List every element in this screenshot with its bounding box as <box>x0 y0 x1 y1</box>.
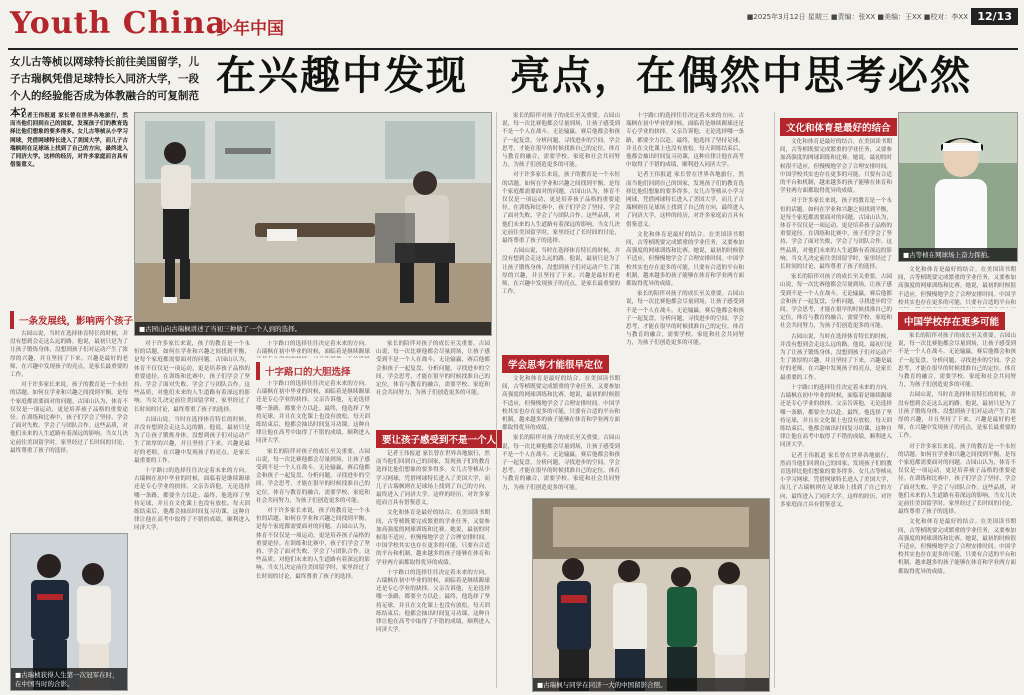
article-col-2 <box>134 340 250 690</box>
dateline: ■2025年3月12日 星期三 ■责编：张XX ■美编：王XX ■校对：李XX <box>746 13 968 21</box>
main-photo <box>134 112 492 336</box>
family-photo-image <box>11 534 127 690</box>
left-photo <box>10 533 128 691</box>
deck-summary: 女儿古等桢以网球特长前往美国留学，儿子古瑞枫凭借足球特长入同济大学，一段个人的经验能否成为体教融合的可复制范本？ <box>10 56 199 119</box>
article-paragraph: 对于许多家长来说，孩子的教育是一个永恒的话题。如何在学业和兴趣之间找到平衡，是每个家庭都需要面对的问题。古园山认为，体育不仅仅是一项运动，更是培养孩子品格的重要途径。在训练和比赛中，孩子们学会了坚持、学会了面对失败、学会了与团队合作。这些品质，对他们未来的人生道路有着深远的影响。当女儿决定前往美国留学时，家里经过了长时间的讨论，最终尊重了孩子的选择。 <box>780 198 892 271</box>
article-paragraph: 文化和体育是最好的结合。在美国读书期间，古等桢既要完成繁重的学业任务，又要参加高强度的网球训练和比赛。她说，最初的时候很不适应，但慢慢地学会了合理安排时间。中国学校其实也存在更多的可能，只要有合适的平台和机制，越来越多的孩子能够在体育和学业两方面都取得优异的成绩。 <box>626 231 744 288</box>
article-paragraph: 对于许多家长来说，孩子的教育是一个永恒的话题。如何在学业和兴趣之间找到平衡，是每个家庭都需要面对的问题。古园山认为，体育不仅仅是一项运动，更是培养孩子品格的重要途径。在训练和比赛中，孩子们学会了坚持、学会了面对失败、学会了与团队合作。这些品质，对他们未来的人生道路有着深远的影响。当女儿决定前往美国留学时，家里经过了长时间的讨论，最终尊重了孩子的选择。 <box>502 172 620 245</box>
article-paragraph: 文化和体育是最好的结合。在美国读书期间，古等桢既要完成繁重的学业任务，又要参加高强度的网球训练和比赛。她说，最初的时候很不适应，但慢慢地学会了合理安排时间。中国学校其实也存在更多的可能，只要有合适的平台和机制，越来越多的孩子能够在体育和学业两方面都取得优异的成绩。 <box>780 139 892 195</box>
column-divider <box>774 112 775 688</box>
article-paragraph: 古园山说，当时在选择体育特长的时候，并没有想到会走这么远的路。他说，最初只是为了让孩子锻炼身体，没想到孩子们对运动产生了浓厚的兴趣，并且坚持了下来。兴趣是最好的老师，在兴趣中发现孩子的亮点，是家长最重要的工作。 <box>134 416 250 464</box>
article-paragraph: 文化和体育是最好的结合。在美国读书期间，古等桢既要完成繁重的学业任务，又要参加高强度的网球训练和比赛。她说，最初的时候很不适应，但慢慢地学会了合理安排时间。中国学校其实也存在更多的可能，只要有合适的平台和 <box>898 267 1016 306</box>
group-photo-image <box>533 499 769 691</box>
left-photo-caption: ■古瑞桢获得人生第一次冠军在时，在中国当时的合影。 <box>11 668 127 690</box>
article-paragraph: 家长的陪伴对孩子的成长至关重要。古园山说，每一次比赛他都会尽量到场，让孩子感受到不是一个人在战斗。无论输赢，赛后他都会和孩子一起复盘，分析问题，寻找进步的空间。学会思考，才能在很早的时候找准自己的定位。体育与教育的融合，需要学校、家庭和社会共同努力，为孩子们创造更多的可能。 <box>502 113 620 169</box>
article-col-1b <box>10 330 128 530</box>
article-col-3 <box>256 340 370 358</box>
article-paragraph: 古园山说，当时在选择体育特长的时候，并没有想到会走这么远的路。他说，最初只是为了让孩子锻炼身体，没想到孩子们对运动产生了浓厚的兴趣，并且坚持了下来。兴趣是最好的老师，在兴趣中发现孩子的亮点，是家长最重要的工作。 <box>898 392 1016 440</box>
article-paragraph: 十字路口的选择往往决定着未来的方向。古瑞枫在初中毕业的时候，面临着是继续踢球 <box>256 341 370 356</box>
article-col-5b <box>502 375 620 493</box>
article-paragraph: 对于许多家长来说，孩子的教育是一个永恒的话题。如何在学业和兴趣之间找到平衡，是每个家庭都需要面对的问题。古园山认为，体育不仅仅是一项运动，更是培养孩子品格的重要途径。在训练和比赛中，孩子们学会了坚持、学会了面对失败、学会了与团队合作。这些品质，对他们未来的人生道路有着深远的影响。当女儿决定前往美国留学时，家里经过了长时间的讨论，最终尊重了孩子的选择。 <box>10 382 128 454</box>
article-col-7 <box>780 138 892 694</box>
main-photo-caption: ■古园山向古瑞枫讲述了当初三种做了一个人到的选择。 <box>135 322 491 335</box>
article-col-8b <box>898 332 1016 692</box>
section-heading-3: 要让孩子感受到不是一个人 <box>376 430 502 448</box>
article-paragraph: 家长的陪伴对孩子的成长至关重要。古园山说，每一次比赛他都会尽量到场，让孩子感受到不是一个人在战斗。无论输赢，赛后他都会和孩子一起复盘，分析问题，寻找进步的空间。学会思考，才能在很早的时候找准自己的定位。体育与教育的融合，需要学校、家庭和社会共同努力，为孩子们创造更多的可能。 <box>626 291 744 347</box>
section-heading-5: 文化和体育是最好的结合 <box>780 118 897 136</box>
column-divider <box>496 112 497 688</box>
article-paragraph: 家长的陪伴对孩子的成长至关重要。古园山说，每一次比赛他都会尽量到场，让孩子感受到不是一个人在战斗。无论输赢，赛后他都会和孩子一起复盘，分析问题，寻找进步的空间。学会思考，才能在很早的时候找准自己的定位。体育与教育的融合，需要学校、家庭和社会共同努力，为孩子们创造更多的可能。 <box>502 435 620 491</box>
brand-title-cn: 少年中国 <box>216 19 284 39</box>
bottom-photo-caption: ■古瑞枫与同学在同济一大的中国留影合照。 <box>533 678 769 691</box>
article-paragraph: 十字路口的选择往往决定着未来的方向。古瑞枫在初中毕业的时候，面临着是继续踢球还是专心学业的抉择。父亲告诉他，无论选择哪一条路，都要全力以赴。最终，他选择了坚持足球，并且在文化课上也没有放松。每天训练结束后，他都会抽出时间复习功课，这种自律让他在高考中取得了不错的成绩，顺利进入同济大学。 <box>376 569 490 634</box>
article-col-5 <box>502 112 620 352</box>
section-heading-2: 十字路口的大胆选择 <box>256 362 357 380</box>
article-paragraph: 十字路口的选择往往决定着未来的方向。古瑞枫在初中毕业的时候，面临着是继续踢球还是专心学业的抉择。父亲告诉他，无论选择哪一条路，都要全力以赴。最终，他选择了坚持足球，并且在文化课上也没有放松。每天训练结束后，他都会抽出时间复习功课，这种自律让他在高考中取得了不错的成绩，顺利进入同济大学。 <box>134 468 250 532</box>
article-paragraph: 对于许多家长来说，孩子的教育是一个永恒的话题。如何在学业和兴趣之间找到平衡，是每个家庭都需要面对的问题。古园山认为，体育不仅仅是一项运动，更是培养孩子品格的重要途径。在训练和比赛中，孩子们学会了坚持、学会了面对失败、学会了与团队合作。这些品质，对他们未来的人生道路有着深远的影响。当女儿决定前往美国留学时，家里经过了长时间的讨论，最终尊重了孩子的选择。 <box>898 443 1016 516</box>
article-paragraph: 家长的陪伴对孩子的成长至关重要。古园山说，每一次比赛他都会尽量到场，让孩子感受到不是一个人在战斗。无论输赢，赛后他都会和孩子一起复盘，分析问题，寻找进步的空间。学会思考，才能在很早的时候找准自己的定位。体育与教育的融合，需要学校、家庭和社会共同努力，为孩子们创造更多的可能。 <box>780 274 892 330</box>
article-paragraph: 十字路口的选择往往决定着未来的方向。古瑞枫在初中毕业的时候，面临着是继续踢球还是专心学业的抉择。父亲告诉他，无论选择哪一条路，都要全力以赴。最终，他选择了坚持足球，并且在文化课上也没有放松。每天训练结束后，他都会抽出时间复习功课，这种自律让他在高考中取得了不错的成绩，顺利进入同济大学。 <box>780 384 892 449</box>
article-paragraph: 十字路口的选择往往决定着未来的方向。古瑞枫在初中毕业的时候，面临着是继续踢球还是专心学业的抉择。父亲告诉他，无论选择哪一条路，都要全力以赴。最终，他选择了坚持足球，并且在文化课上也没有放松。每天训练结束后，他都会抽出时间复习功课，这种自律让他在高考中取得了不错的成绩，顺利进入同济大学。 <box>256 381 370 445</box>
article-col-8 <box>898 266 1016 308</box>
right-top-photo <box>898 112 1018 262</box>
article-paragraph: 家长的陪伴对孩子的成长至关重要。古园山说，每一次比赛他都会尽量到场，让孩子感受到不是一个人在战斗。无论输赢，赛后他都会和孩子一起复盘，分析问题，寻找进步的空间。学会思考，才能在很早的时候找准自己的定位。体育与教育的融合，需要学校、家庭和社会共同努力，为孩子们创造更多的可能。 <box>898 333 1016 389</box>
article-paragraph: 记者王伟报道 家长曾在世界各地旅行，然而当他们回到自己的国家，发现孩子们的教育选择比他们想象的要多得多。女儿古等桢从小学习网球，凭借网球特长进入了美国大学，而儿子古瑞枫则在足球场上找到了自己的方向，最终进入了同济大学。这样的经历，对许多家庭而言具有借鉴意义。 <box>626 172 744 228</box>
article-paragraph: 对于许多家长来说，孩子的教育是一个永恒的话题。如何在学业和兴趣之间找到平衡，是每个家庭都需要面对的问题。古园山认为，体育不仅仅是一项运动，更是培养孩子品格的重要途径。在训练和比赛中，孩子们学会了坚持、学会了面对失败、学会了与团队合作。这些品质，对他们未来的人生道路有着深远的影响。当女儿决定前往美国留学时，家里经过了长时间的讨论，最终尊重了孩子的选择。 <box>256 508 370 580</box>
section-heading-1: 一条发展线，影响两个孩子 <box>10 311 139 329</box>
article-col-6 <box>626 112 744 496</box>
interview-scene-image <box>135 113 491 335</box>
article-col-1 <box>10 112 128 308</box>
byline-paragraph: 记者王伟报道 家长曾在世界各地旅行，然而当他们回到自己的国家，发现孩子们的教育选择比他们想象的要多得多。女儿古等桢从小学习网球，凭借网球特长进入了美国大学，而儿子古瑞枫则在足球场上找到了自己的方向，最终进入了同济大学。这样的经历，对许多家庭而言具有借鉴意义。 <box>10 113 128 169</box>
article-col-4b <box>376 450 490 690</box>
article-paragraph: 对于许多家长来说，孩子的教育是一个永恒的话题。如何在学业和兴趣之间找到平衡，是每个家庭都需要面对的问题。古园山认为，体育不仅仅是一项运动，更是培养孩子品格的重要途径。在训练和比赛中，孩子们学会了坚持、学会了面对失败、学会了与团队合作。这些品质，对他们未来的人生道路有着深远的影响。当女儿决定前往美国留学时，家里经过了长时间的讨论，最终尊重了孩子的选择。 <box>134 341 250 413</box>
section-heading-6: 中国学校存在更多可能 <box>898 312 1005 330</box>
article-paragraph: 古园山说，当时在选择体育特长的时候，并没有想到会走这么远的路。他说，最初只是为了让孩子锻炼身体，没想到孩子们对运动产生了浓厚的兴趣，并且坚持了下来。兴趣是最好的老师，在兴趣中发现孩子的亮点，是家长最重要的工作。 <box>10 331 128 379</box>
brand-title-en: Youth China <box>10 6 227 41</box>
article-paragraph: 家长的陪伴对孩子的成长至关重要。古园山说，每一次比赛他都会尽量到场，让孩子感受到不是一个人在战斗。无论输赢，赛后他都会和孩子一起复盘，分析问题，寻找进步的空间。学会思考，才能在很早的时候找准自己的定位。体育与教育的融合，需要学校、家庭和社会共同努力，为孩子们创造更多的可能。 <box>376 341 490 397</box>
article-paragraph: 文化和体育是最好的结合。在美国读书期间，古等桢既要完成繁重的学业任务，又要参加高强度的网球训练和比赛。她说，最初的时候很不适应，但慢慢地学会了合理安排时间。中国学校其实也存在更多的可能，只要有合适的平台和机制，越来越多的孩子能够在体育和学业两方面都取得优异的成绩。 <box>376 510 490 566</box>
article-paragraph: 古园山说，当时在选择体育特长的时候，并没有想到会走这么远的路。他说，最初只是为了让孩子锻炼身体，没想到孩子们对运动产生了浓厚的兴趣，并且坚持了下来。兴趣是最好的老师，在兴趣中发现孩子的亮点，是家长最重要的工作。 <box>502 248 620 296</box>
article-paragraph: 古园山说，当时在选择体育特长的时候，并没有想到会走这么远的路。他说，最初只是为了让孩子锻炼身体，没想到孩子们对运动产生了浓厚的兴趣，并且坚持了下来。兴趣是最好的老师，在兴趣中发现孩子的亮点，是家长最重要的工作。 <box>780 333 892 381</box>
article-col-4 <box>376 340 490 428</box>
article-paragraph: 十字路口的选择往往决定着未来的方向。古瑞枫在初中毕业的时候，面临着是继续踢球还是专心学业的抉择。父亲告诉他，无论选择哪一条路，都要全力以赴。最终，他选择了坚持足球，并且在文化课上也没有放松。每天训练结束后，他都会抽出时间复习功课，这种自律让他在高考中取得了不错的成绩，顺利进入同济大学。 <box>626 113 744 169</box>
article-paragraph: 记者王伟报道 家长曾在世界各地旅行，然而当他们回到自己的国家，发现孩子们的教育选择比他们想象的要多得多。女儿古等桢从小学习网球，凭借网球特长进入了美国大学，而儿子古瑞枫则在足球场上找到了自己的方向，最终进入了同济大学。这样的经历，对许多家庭而言具有借鉴意义。 <box>376 451 490 507</box>
right-top-photo-caption: ■古等桢在网球场上奋力挥拍。 <box>899 248 1017 261</box>
tennis-player-image <box>899 113 1017 261</box>
article-col-3b <box>256 380 370 690</box>
page-number: 12/13 <box>971 8 1018 25</box>
main-headline: 在兴趣中发现 亮点，在偶然中思考必然 <box>216 52 972 99</box>
article-paragraph: 文化和体育是最好的结合。在美国读书期间，古等桢既要完成繁重的学业任务，又要参加高强度的网球训练和比赛。她说，最初的时候很不适应，但慢慢地学会了合理安排时间。中国学校其实也存在更多的可能，只要有合适的平台和机制，越来越多的孩子能够在体育和学业两方面都取得优异的成绩。 <box>502 376 620 432</box>
article-paragraph: 家长的陪伴对孩子的成长至关重要。古园山说，每一次比赛他都会尽量到场，让孩子感受到不是一个人在战斗。无论输赢，赛后他都会和孩子一起复盘，分析问题，寻找进步的空间。学会思考，才能在很早的时候找准自己的定位。体育与教育的融合，需要学校、家庭和社会共同努力，为孩子们创造更多的可能。 <box>256 448 370 504</box>
section-heading-4: 学会思考才能很早定位 <box>502 355 609 373</box>
article-paragraph: 文化和体育是最好的结合。在美国读书期间，古等桢既要完成繁重的学业任务，又要参加高强度的网球训练和比赛。她说，最初的时候很不适应，但慢慢地学会了合理安排时间。中国学校其实也存在更多的可能，只要有合适的平台和机制，越来越多的孩子能够在体育和学业两方面都取得优异的成绩。 <box>898 519 1016 575</box>
article-paragraph: 记者王伟报道 家长曾在世界各地旅行，然而当他们回到自己的国家，发现孩子们的教育选择比他们想象的要多得多。女儿古等桢从小学习网球，凭借网球特长进入了美国大学，而儿子古瑞枫则在足球场上找到了自己的方向，最终进入了同济大学。这样的经历，对许多家庭而言具有借鉴意义。 <box>780 452 892 508</box>
bottom-photo <box>532 498 770 692</box>
